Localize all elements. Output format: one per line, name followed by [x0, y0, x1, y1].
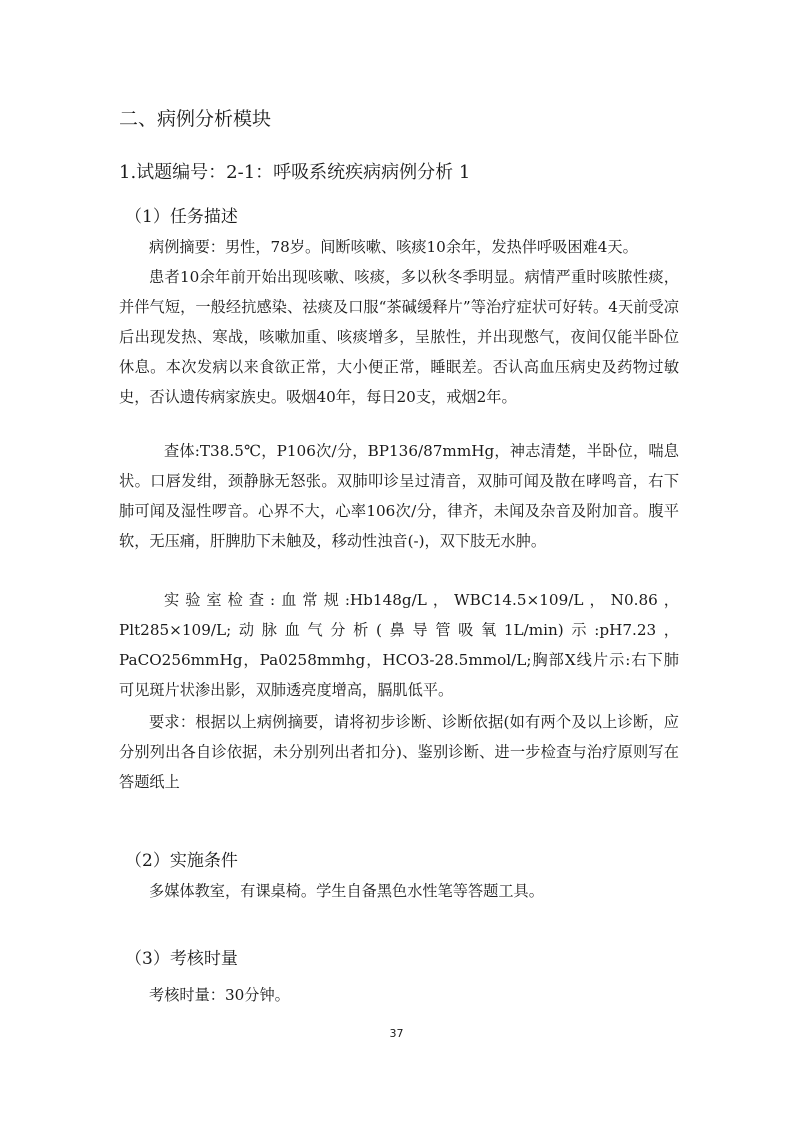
page-number: 37: [389, 1027, 404, 1040]
timing-text: 考核时量：30分钟。: [149, 986, 290, 1004]
conditions-heading: （2）实施条件: [125, 851, 238, 871]
question-title: 1.试题编号：2-1：呼吸系统疾病病例分析 1: [119, 162, 471, 183]
case-summary: 病例摘要：男性，78岁。间断咳嗽、咳痰10余年，发热伴呼吸困难4天。: [149, 238, 638, 256]
lab-results: 实验室检查:血常规:Hb148g/L，WBC14.5×109/L，N0.86，Plt285×109/L;动脉血气分析(鼻导管吸氧1L/min)示:pH7.23，PaCO256mmHg，Pa0258mmhg，HCO3-28.5mmol/L;胸部X线片示:右下肺可见斑片状渗出影，双肺透亮度增高，膈肌低平。: [119, 591, 679, 699]
conditions-text: 多媒体教室，有课桌椅。学生自备黑色水性笔等答题工具。: [149, 882, 544, 900]
case-history: 患者10余年前开始出现咳嗽、咳痰，多以秋冬季明显。病情严重时咳脓性痰，并伴气短，一般经抗感染、祛痰及口服“茶碱缓释片”等治疗症状可好转。4天前受凉后出现发热、寒战，咳嗽加重、咳痰增多，呈脓性，并出现憋气，夜间仅能半卧位休息。本次发病以来食欲正常，大小便正常，睡眠差。否认高血压病史及药物过敏史，否认遗传病家族史。吸烟40年，每日20支，戒烟2年。: [119, 268, 679, 406]
task-heading: （1）任务描述: [125, 207, 238, 227]
requirement: 要求：根据以上病例摘要，请将初步诊断、诊断依据(如有两个及以上诊断，应分别列出各自诊依据，未分别列出者扣分)、鉴别诊断、进一步检查与治疗原则写在答题纸上: [119, 713, 679, 791]
physical-exam: 查体:T38.5℃，P106次/分，BP136/87mmHg，神志清楚，半卧位，喘息状。口唇发绀，颈静脉无怒张。双肺叩诊呈过清音，双肺可闻及散在哮鸣音，右下肺可闻及湿性啰音。心界不大，心率106次/分，律齐，未闻及杂音及附加音。腹平软，无压痛，肝脾肋下未触及，移动性浊音(-)，双下肢无水肿。: [119, 442, 679, 550]
module-title: 二、病例分析模块: [119, 108, 272, 130]
timing-heading: （3）考核时量: [125, 949, 238, 969]
